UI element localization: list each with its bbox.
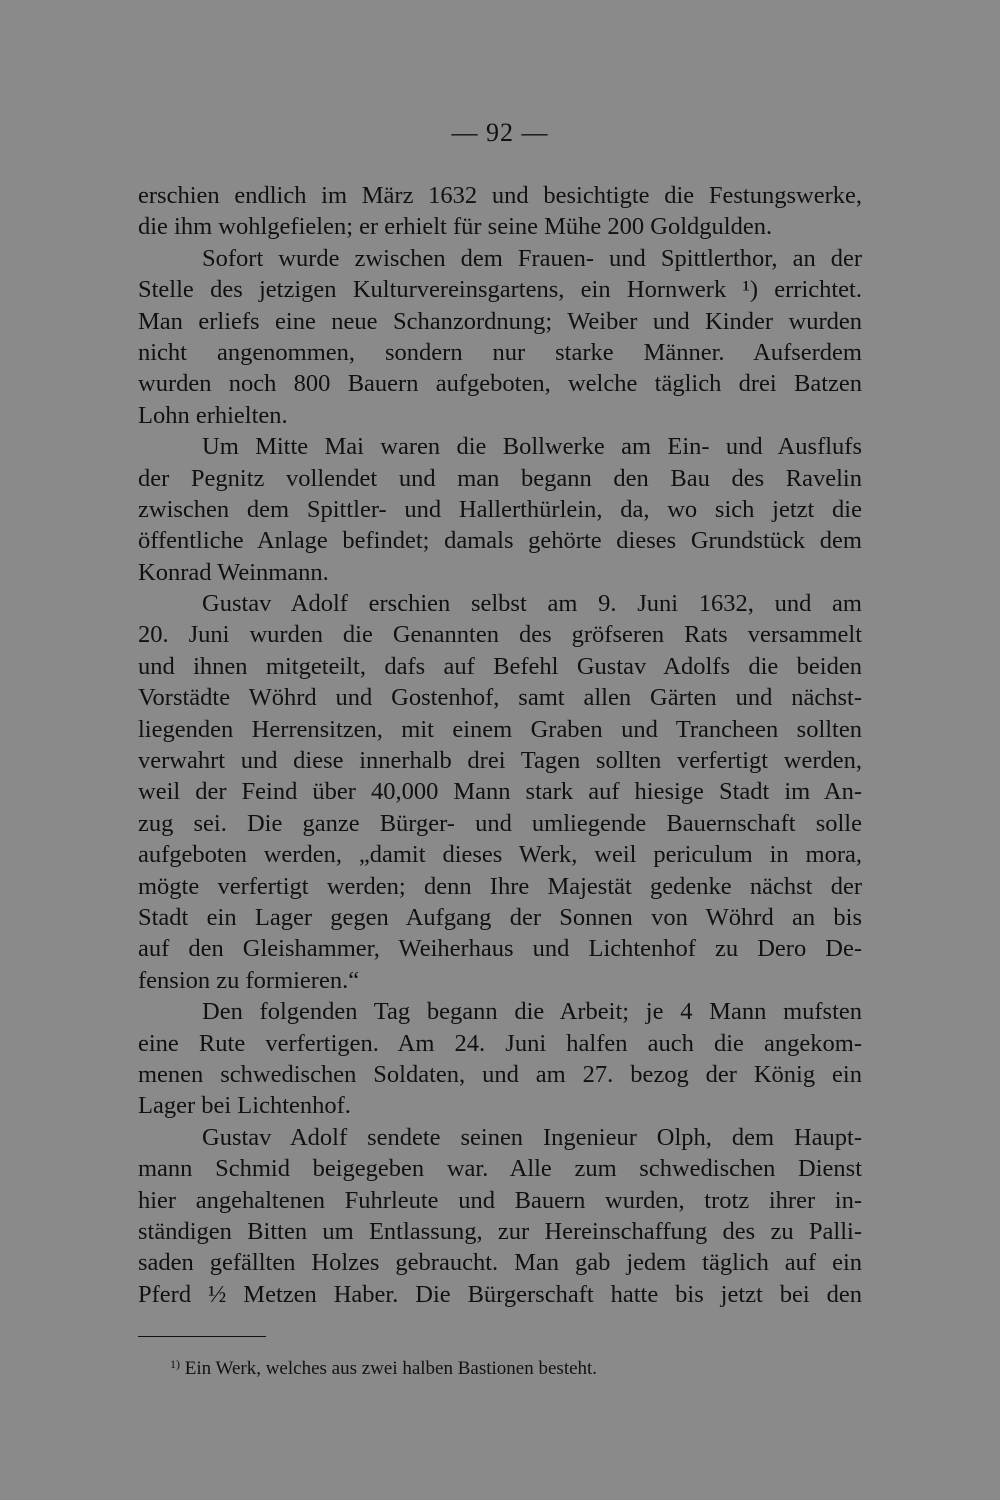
- text-line: der Pegnitz vollendet und man begann den Bau des Ravelin: [138, 464, 862, 492]
- text-line: eine Rute verfertigen. Am 24. Juni halfen auch die angekom-: [138, 1029, 862, 1057]
- text-line: hier angehaltenen Fuhrleute und Bauern wurden, trotz ihrer in-: [138, 1186, 862, 1214]
- text-line: weil der Feind über 40,000 Mann stark auf hiesige Stadt im An-: [138, 778, 862, 806]
- text-line: menen schwedischen Soldaten, und am 27. bezog der König ein: [138, 1060, 862, 1088]
- text-line: Lohn erhielten.: [138, 401, 288, 429]
- text-line: und ihnen mitgeteilt, dafs auf Befehl Gustav Adolfs die beiden: [138, 652, 862, 680]
- text-line: Pferd ½ Metzen Haber. Die Bürgerschaft hatte bis jetzt bei den: [138, 1280, 862, 1308]
- text-line: zwischen dem Spittler- und Hallerthürlein, da, wo sich jetzt die: [138, 495, 862, 523]
- text-line: Lager bei Lichtenhof.: [138, 1092, 351, 1120]
- text-line: nicht angenommen, sondern nur starke Männer. Aufserdem: [138, 338, 862, 366]
- text-line: Sofort wurde zwischen dem Frauen- und Spittlerthor, an der: [202, 244, 862, 272]
- text-line: Man erliefs eine neue Schanzordnung; Weiber und Kinder wurden: [138, 307, 862, 335]
- text-line: liegenden Herrensitzen, mit einem Graben und Trancheen sollten: [138, 715, 862, 743]
- text-line: Stelle des jetzigen Kulturvereinsgartens, ein Hornwerk ¹) errichtet.: [138, 276, 862, 304]
- text-line: mann Schmid beigegeben war. Alle zum schwedischen Dienst: [138, 1155, 862, 1183]
- text-line: aufgeboten werden, „damit dieses Werk, weil periculum in mora,: [138, 841, 862, 869]
- text-line: Um Mitte Mai waren die Bollwerke am Ein- und Ausflufs: [202, 433, 862, 461]
- text-line: Vorstädte Wöhrd und Gostenhof, samt allen Gärten und nächst-: [138, 684, 862, 712]
- text-line: 20. Juni wurden die Genannten des gröfseren Rats versammelt: [138, 621, 862, 649]
- footnote-rule: [138, 1336, 266, 1337]
- text-line: fension zu formieren.“: [138, 966, 360, 994]
- text-line: Gustav Adolf erschien selbst am 9. Juni 1632, und am: [202, 590, 862, 618]
- footnote: [170, 1352, 597, 1381]
- text-line: saden gefällten Holzes gebraucht. Man gab jedem täglich auf ein: [138, 1249, 862, 1277]
- text-line: Stadt ein Lager gegen Aufgang der Sonnen von Wöhrd an bis: [138, 903, 862, 931]
- text-line: Konrad Weinmann.: [138, 558, 329, 586]
- footnote-marker: 1): [170, 1357, 180, 1371]
- body-text: [138, 180, 862, 1310]
- text-line: ständigen Bitten um Entlassung, zur Hereinschaffung des zu Palli-: [138, 1217, 862, 1245]
- text-line: Den folgenden Tag begann die Arbeit; je 4 Mann mufsten: [202, 998, 862, 1026]
- text-line: auf den Gleishammer, Weiherhaus und Lichtenhof zu Dero De-: [138, 935, 862, 963]
- text-line: zug sei. Die ganze Bürger- und umliegende Bauernschaft solle: [138, 809, 862, 837]
- text-line: erschien endlich im März 1632 und besichtigte die Festungswerke,: [138, 182, 862, 209]
- text-line: Gustav Adolf sendete seinen Ingenieur Olph, dem Haupt-: [202, 1123, 862, 1151]
- text-line: öffentliche Anlage befindet; damals gehörte dieses Grundstück dem: [138, 527, 862, 555]
- page-number: — 92 —: [451, 118, 549, 147]
- text-line: verwahrt und diese innerhalb drei Tagen sollten verfertigt werden,: [138, 747, 862, 775]
- footnote-text: Ein Werk, welches aus zwei halben Bastionen besteht.: [184, 1358, 598, 1379]
- text-line: die ihm wohlgefielen; er erhielt für seine Mühe 200 Goldgulden.: [138, 213, 773, 241]
- text-line: mögte verfertigt werden; denn Ihre Majestät gedenke nächst der: [138, 872, 862, 900]
- text-line: wurden noch 800 Bauern aufgeboten, welche täglich drei Batzen: [138, 370, 862, 398]
